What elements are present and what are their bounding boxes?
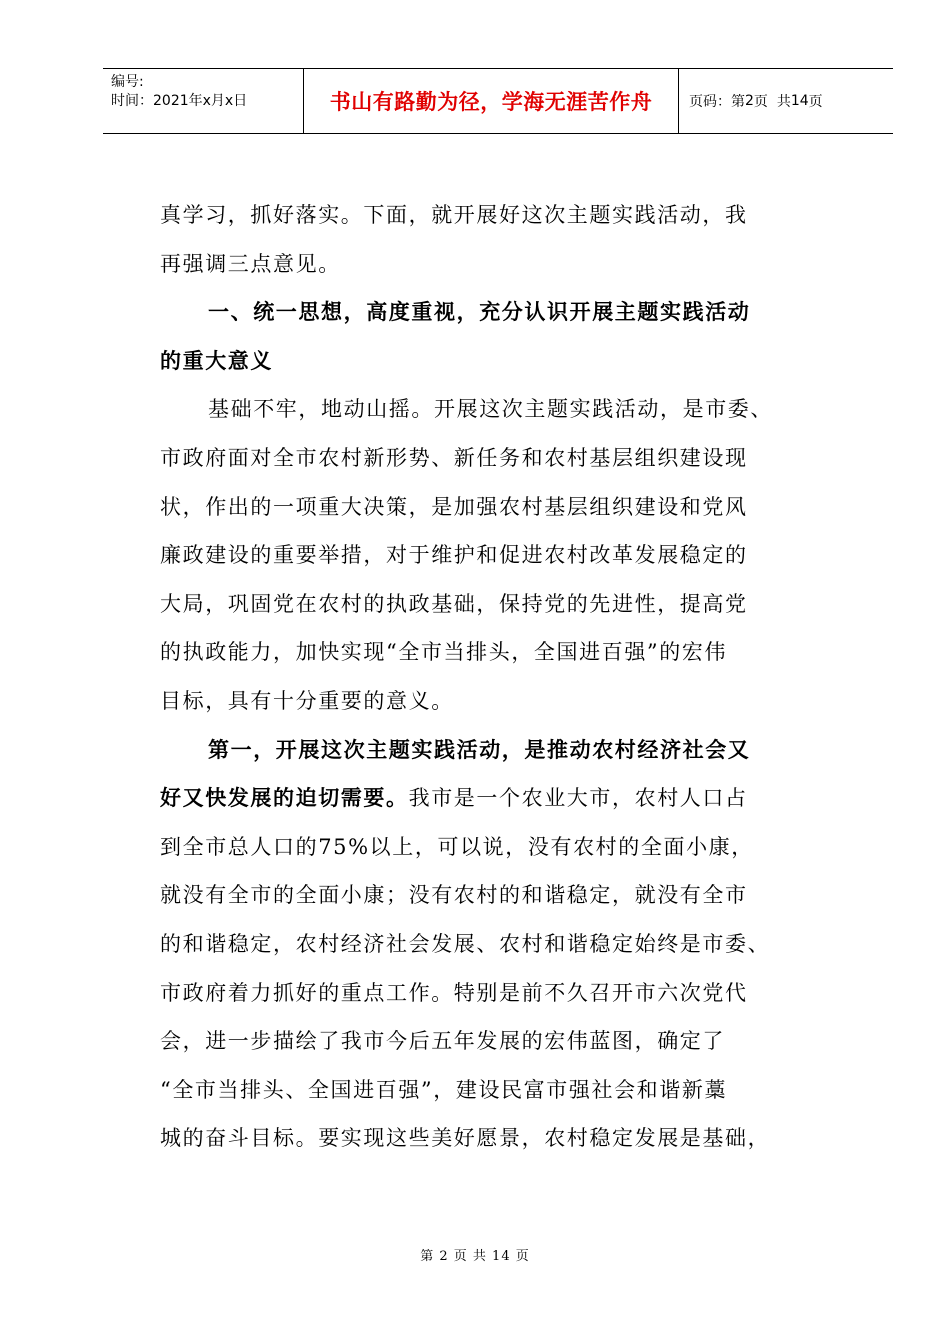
body-line: 到全市总人口的75%以上，可以说，没有农村的全面小康， (160, 834, 754, 859)
page-header (103, 68, 893, 134)
number-label: 编号: (111, 74, 144, 90)
body-line: 城的奋斗目标。要实现这些美好愿景，农村稳定发展是基础， (160, 1126, 771, 1151)
body-line: 市政府着力抓好的重点工作。特别是前不久召开市六次党代 (160, 980, 748, 1005)
body-line: 状，作出的一项重大决策，是加强农村基层组织建设和党风 (160, 494, 748, 519)
body-line-mixed (160, 774, 840, 823)
time-label: 时间：2021年x月x日 (111, 93, 248, 109)
page-prefix: 页码：第 (689, 94, 745, 110)
section-heading: 一、统一思想，高度重视，充分认识开展主题实践活动 (208, 299, 751, 325)
body-line: 廉政建设的重要举措，对于维护和促进农村改革发展稳定的 (160, 543, 748, 568)
document-body (160, 191, 840, 1163)
page-total: 14 (790, 93, 809, 109)
body-line: 真学习，抓好落实。下面，就开展好这次主题实践活动，我 (160, 203, 748, 227)
body-line: 再强调三点意见。 (160, 251, 341, 276)
body-line: 的执政能力，加快实现“全市当排头，全国进百强”的宏伟 (160, 640, 728, 665)
section-heading: 的重大意义 (160, 347, 273, 373)
point-heading-tail: 好又快发展的迫切需要。 (160, 785, 409, 811)
header-motto: 书山有路勤为径，学海无涯苦作舟 (304, 69, 679, 133)
body-line: 就没有全市的全面小康；没有农村的和谐稳定，就没有全市 (160, 883, 748, 908)
page-footer: 第 2 页 共 14 页 (420, 1249, 530, 1264)
body-line: 大局，巩固党在农村的执政基础，保持党的先进性，提高党 (160, 591, 748, 616)
body-line: 会，进一步描绘了我市今后五年发展的宏伟蓝图，确定了 (160, 1029, 725, 1054)
page-current: 2 (745, 93, 754, 109)
body-line: 的和谐稳定，农村经济社会发展、农村和谐稳定始终是市委、 (160, 931, 771, 956)
body-line: 市政府面对全市农村新形势、新任务和农村基层组织建设现 (160, 445, 748, 470)
point-heading: 第一，开展这次主题实践活动，是推动农村经济社会又 (208, 736, 751, 762)
body-line-tail: 我市是一个农业大市，农村人口占 (408, 786, 748, 811)
page-mid: 页 共 (753, 94, 791, 110)
page-suffix: 页 (808, 94, 823, 110)
header-meta (103, 69, 304, 133)
body-line: 基础不牢，地动山摇。开展这次主题实践活动，是市委、 (208, 397, 773, 422)
body-line: “全市当排头、全国进百强”，建设民富市强社会和谐新藁 (160, 1077, 728, 1102)
header-page-info (679, 69, 893, 133)
body-line: 目标，具有十分重要的意义。 (160, 688, 454, 713)
